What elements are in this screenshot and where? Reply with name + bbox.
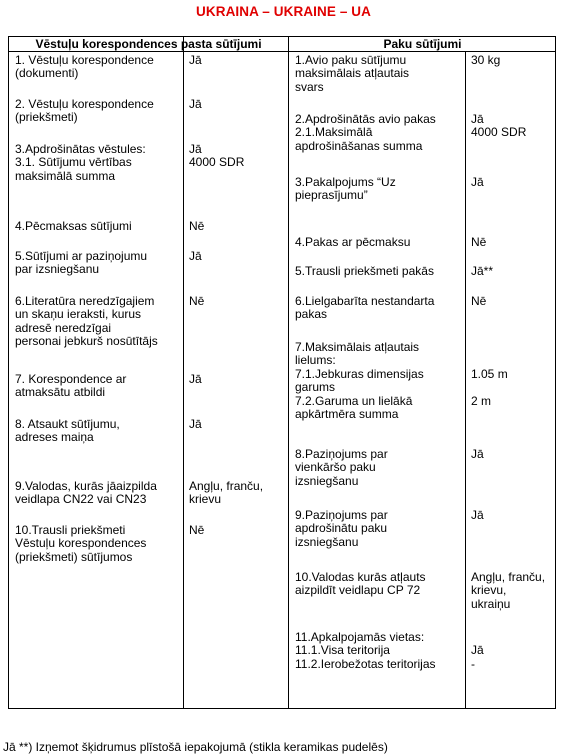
left-item-label: 4.Pēcmaksas sūtījumi	[15, 219, 132, 233]
left-item-value: Jā	[189, 53, 202, 67]
right-item-label: 1.Avio paku sūtījumu maksimālais atļautais svars	[295, 53, 410, 94]
right-item-value: Jā	[471, 175, 484, 189]
right-item-label: 7.Maksimālais atļautais lielums: 7.1.Jebkuras dimensijas garums 7.2.Garuma un lielākā apkārtmēra summa	[295, 340, 424, 422]
right-item-label: 2.Apdrošinātās avio pakas 2.1.Maksimālā apdrošināšanas summa	[295, 112, 436, 153]
left-item-value: Jā	[189, 97, 202, 111]
right-item-label: 11.Apkalpojamās vietas: 11.1.Visa teritorija 11.2.Ierobežotas teritorijas	[295, 630, 436, 671]
column-divider	[288, 37, 289, 708]
right-item-label: 6.Lielgabarīta nestandarta pakas	[295, 294, 435, 322]
left-item-label: 6.Literatūra neredzīgajiem un skaņu ieraksti, kurus adresē neredzīgai personai jebkurš nosūtītājs	[15, 294, 158, 349]
right-item-value: 1.05 m 2 m	[471, 366, 508, 408]
right-item-label: 8.Paziņojums par vienkāršo paku izsniegšanu	[295, 447, 388, 488]
left-item-label: 5.Sūtījumi ar paziņojumu par izsniegšanu	[15, 249, 148, 277]
right-item-value: Jā 4000 SDR	[471, 112, 527, 140]
left-item-value: Nē	[189, 523, 205, 537]
right-item-label: 3.Pakalpojums “Uz pieprasījumu”	[295, 175, 396, 203]
left-item-value: Jā 4000 SDR	[189, 142, 245, 170]
page-title: UKRAINA – UKRAINE – UA	[196, 4, 371, 19]
right-item-value: Jā	[471, 447, 484, 461]
left-item-value: Jā	[189, 249, 202, 263]
left-item-label: 7. Korespondence ar atmaksātu atbildi	[15, 372, 127, 400]
right-item-value: Angļu, franču, krievu, ukraiņu	[471, 570, 546, 611]
footnote: Jā **) Izņemot šķidrumus plīstošā iepakojumā (stikla keramikas pudelēs)	[3, 740, 388, 754]
right-item-value: Nē	[471, 294, 487, 308]
right-item-label: 10.Valodas kurās atļauts aizpildīt veidlapu CP 72	[295, 570, 426, 598]
left-item-value: Nē	[189, 294, 205, 308]
left-item-label: 1. Vēstuļu korespondence (dokumenti)	[15, 53, 154, 81]
right-item-label: 9.Paziņojums par apdrošinātu paku izsniegšanu	[295, 508, 388, 549]
left-item-label: 3.Apdrošinātas vēstules: 3.1. Sūtījumu vērtības maksimālā summa	[15, 142, 146, 183]
left-item-label: 9.Valodas, kurās jāaizpilda veidlapa CN22 vai CN23	[15, 479, 157, 507]
right-item-label: 5.Trausli priekšmeti pakās	[295, 264, 434, 278]
left-item-value: Jā	[189, 372, 202, 386]
right-item-value: 30 kg	[471, 53, 501, 67]
header-divider	[9, 51, 555, 52]
left-item-label: 8. Atsaukt sūtījumu, adreses maiņa	[15, 417, 120, 445]
right-item-value: Jā**	[471, 264, 494, 278]
left-item-value: Jā	[189, 417, 202, 431]
left-item-value: Angļu, franču, krievu	[189, 479, 264, 507]
left-item-label: 10.Trausli priekšmeti Vēstuļu korespondences (priekšmeti) sūtījumos	[15, 523, 147, 564]
right-item-value: Jā	[471, 508, 484, 522]
left-item-value: Nē	[189, 219, 205, 233]
header-parcels: Paku sūtījumi	[383, 37, 462, 51]
column-divider	[465, 52, 466, 708]
right-item-label: 4.Pakas ar pēcmaksu	[295, 235, 411, 249]
right-item-value: Jā -	[471, 643, 484, 671]
header-letters: Vēstuļu korespondences pasta sūtījumi	[35, 37, 262, 51]
left-item-label: 2. Vēstuļu korespondence (priekšmeti)	[15, 97, 154, 125]
column-divider	[183, 37, 184, 708]
services-table	[8, 36, 556, 709]
right-item-value: Nē	[471, 235, 487, 249]
